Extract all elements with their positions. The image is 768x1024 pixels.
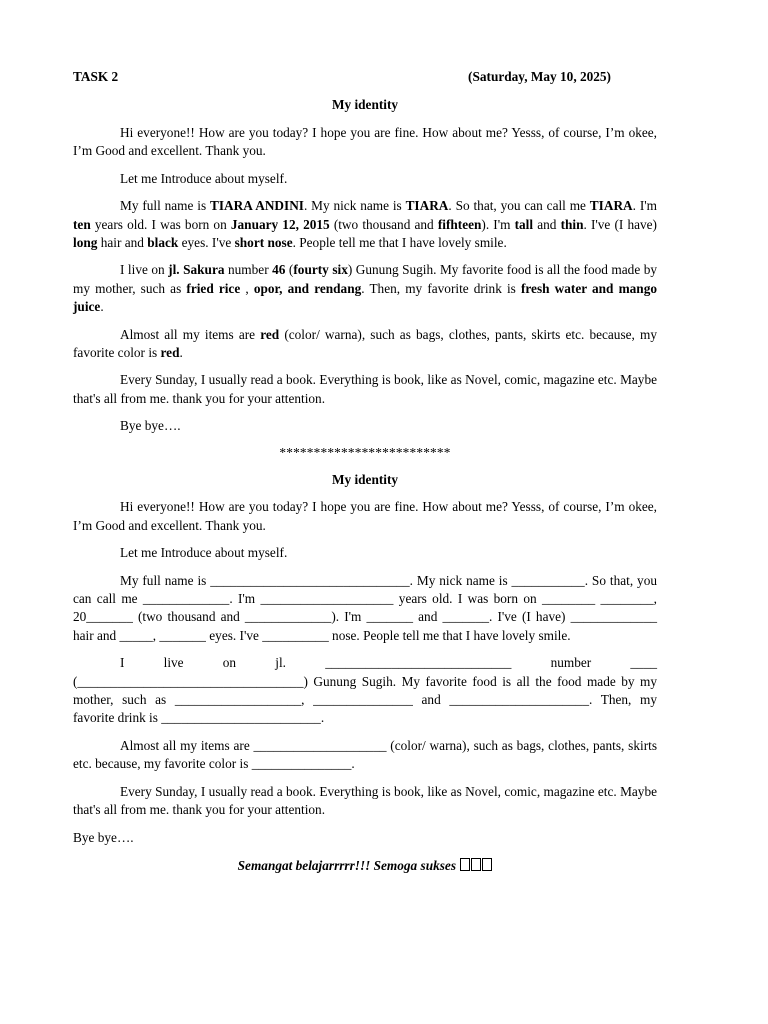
section1-paragraph-identity: My full name is TIARA ANDINI. My nick name is TIARA. So that, you can call me TIARA. I'm ten years old. I was born on January 12, 2015 (two thousand and fifhteen). I'm tall and thin. I've (I have) long hair and black eyes. I've short nose. People tell me that I have lovely smile.: [73, 198, 657, 250]
section2-paragraph-color-blanks: Almost all my items are ____________________ (color/ warna), such as bags, clothes, pants, skirts etc. because, my favorite color is _______________.: [73, 737, 657, 771]
closing-text: Semangat belajarrrrr!!! Semoga sukses: [237, 857, 456, 873]
section1-paragraph-color: Almost all my items are red (color/ warna), such as bags, clothes, pants, skirts etc. because, my favorite color is red.: [73, 326, 657, 360]
section1-paragraph-greeting: Hi everyone!! How are you today? I hope you are fine. How about me? Yesss, of course, I’m okee, I’m Good and excellent. Thank you.: [73, 124, 657, 158]
closing-line: [73, 857, 657, 875]
section2-paragraph-introduce: Let me Introduce about myself.: [120, 545, 288, 561]
section2-paragraph-hobby: Every Sunday, I usually read a book. Everything is book, like as Novel, comic, magazine etc. Maybe that's all from me. thank you for your attention.: [73, 783, 657, 817]
date-label: (Saturday, May 10, 2025): [468, 69, 611, 84]
section2-paragraph-bye: Bye bye….: [73, 829, 134, 845]
section2-paragraph-address-blanks: I live on jl. ____________________________ number ____ (__________________________________) Gunung Sugih. My favorite food is all the food made by my mother, such as ___________________, _______________ and _____________________. Then, my favorite drink is ________________________.: [73, 655, 657, 725]
document-page: [73, 68, 657, 875]
emoji-placeholder-icon: [460, 858, 470, 871]
section2-title: My identity: [331, 471, 399, 487]
header-row: [73, 68, 657, 86]
section1-paragraph-hobby: Every Sunday, I usually read a book. Everything is book, like as Novel, comic, magazine etc. Maybe that's all from me. thank you for your attention.: [73, 372, 657, 406]
task-label: TASK 2: [73, 69, 119, 84]
section1-paragraph-bye: Bye bye….: [120, 418, 181, 434]
emoji-placeholder-icon: [482, 858, 492, 871]
section2-paragraph-identity-blanks: My full name is ______________________________. My nick name is ___________. So that, you can call me _____________. I'm ____________________ years old. I was born on ________ ________, 20_______ (two thousand and _____________). I'm _______ and _______. I've (I have) _____________ hair and _____, _______ eyes. I've __________ nose. People tell me that I have lovely smile.: [73, 573, 657, 643]
section2-paragraph-greeting: Hi everyone!! How are you today? I hope you are fine. How about me? Yesss, of course, I’m okee, I’m Good and excellent. Thank you.: [73, 499, 657, 533]
separator: *************************: [279, 444, 451, 460]
emoji-placeholder-icon: [471, 858, 481, 871]
section1-paragraph-introduce: Let me Introduce about myself.: [120, 170, 288, 186]
section1-paragraph-address: I live on jl. Sakura number 46 (fourty six) Gunung Sugih. My favorite food is all the food made by my mother, such as fried rice , opor, and rendang. Then, my favorite drink is fresh water and mango juice.: [73, 262, 658, 314]
section1-title: My identity: [331, 97, 399, 112]
